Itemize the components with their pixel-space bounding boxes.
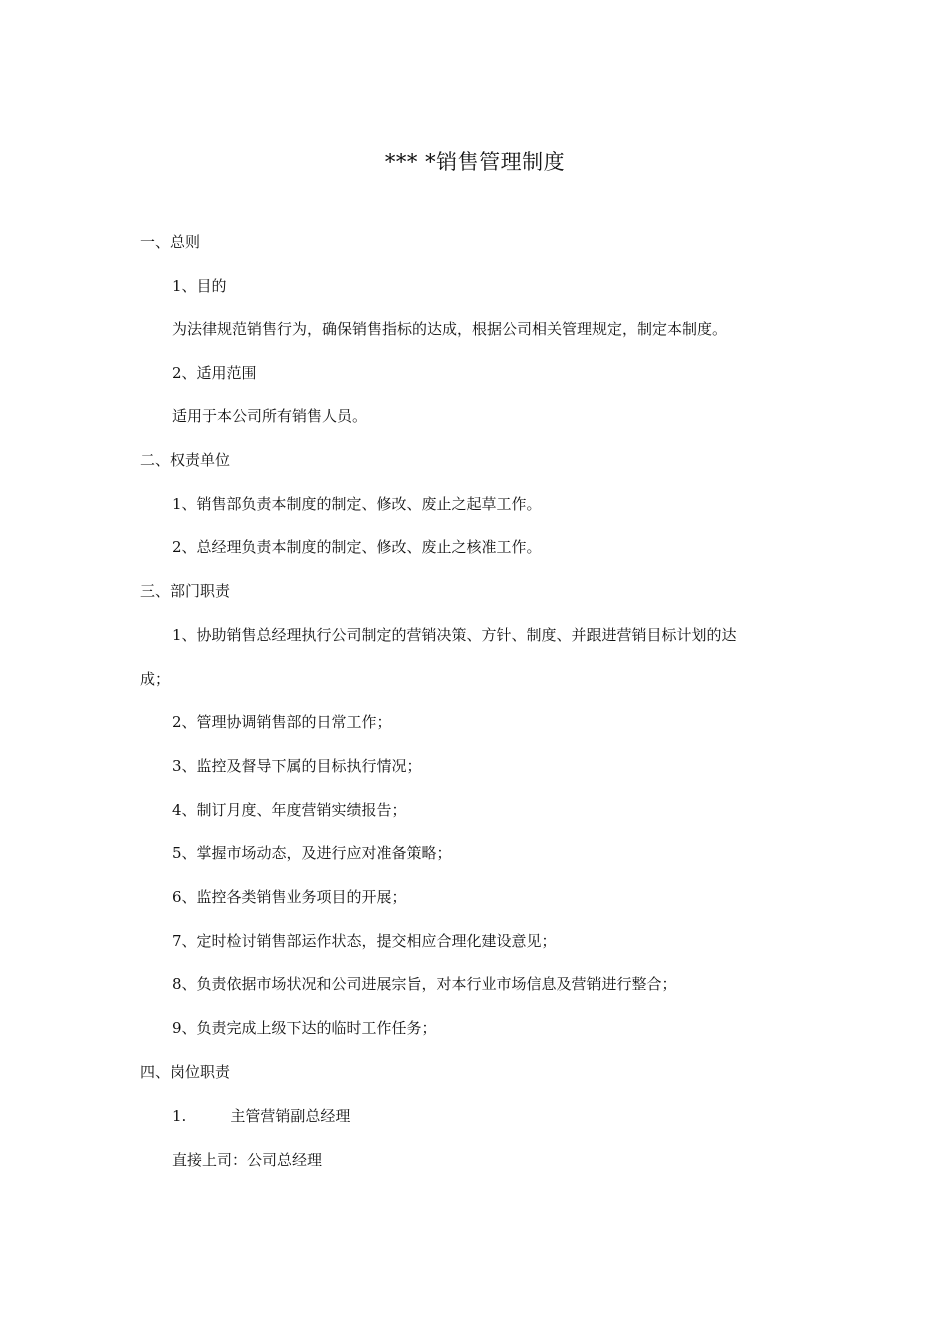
section-heading-dept-duties: 三、部门职责 [140, 582, 231, 600]
section-heading-authority: 二、权责单位 [140, 451, 231, 469]
dept-duty-item-1-line2: 成； [140, 670, 171, 688]
scope-text: 适用于本公司所有销售人员。 [172, 407, 368, 425]
dept-duty-item-1-line1: 1、协助销售总经理执行公司制定的营销决策、方针、制度、并跟进营销目标计划的达 [172, 626, 737, 644]
dept-duty-item: 2、管理协调销售部的日常工作； [172, 713, 392, 731]
section-heading-post-duties: 四、岗位职责 [140, 1063, 231, 1081]
scope-heading: 2、适用范围 [172, 364, 257, 382]
dept-duty-item: 5、掌握市场动态，及进行应对准备策略； [172, 844, 452, 862]
dept-duty-item: 3、监控及督导下属的目标执行情况； [172, 757, 422, 775]
dept-duty-item: 4、制订月度、年度营销实绩报告； [172, 801, 407, 819]
post-duty-item-1 [172, 1105, 350, 1126]
dept-duty-item: 7、定时检讨销售部运作状态，提交相应合理化建设意见； [172, 932, 557, 950]
document-title: *** *销售管理制度 [384, 150, 566, 174]
authority-item: 2、总经理负责本制度的制定、修改、废止之核准工作。 [172, 538, 542, 556]
post-duty-item-title: 主管营销副总经理 [230, 1107, 351, 1125]
dept-duty-item: 6、监控各类销售业务项目的开展； [172, 888, 407, 906]
supervisor-line: 直接上司：公司总经理 [172, 1151, 323, 1169]
section-heading-general: 一、总则 [140, 233, 201, 251]
authority-item: 1、销售部负责本制度的制定、修改、废止之起草工作。 [172, 495, 542, 513]
post-duty-item-number: 1. [172, 1107, 187, 1125]
purpose-heading: 1、目的 [172, 277, 227, 295]
dept-duty-item: 9、负责完成上级下达的临时工作任务； [172, 1019, 437, 1037]
purpose-text: 为法律规范销售行为，确保销售指标的达成，根据公司相关管理规定，制定本制度。 [172, 320, 728, 338]
dept-duty-item: 8、负责依据市场状况和公司进展宗旨，对本行业市场信息及营销进行整合； [172, 975, 677, 993]
